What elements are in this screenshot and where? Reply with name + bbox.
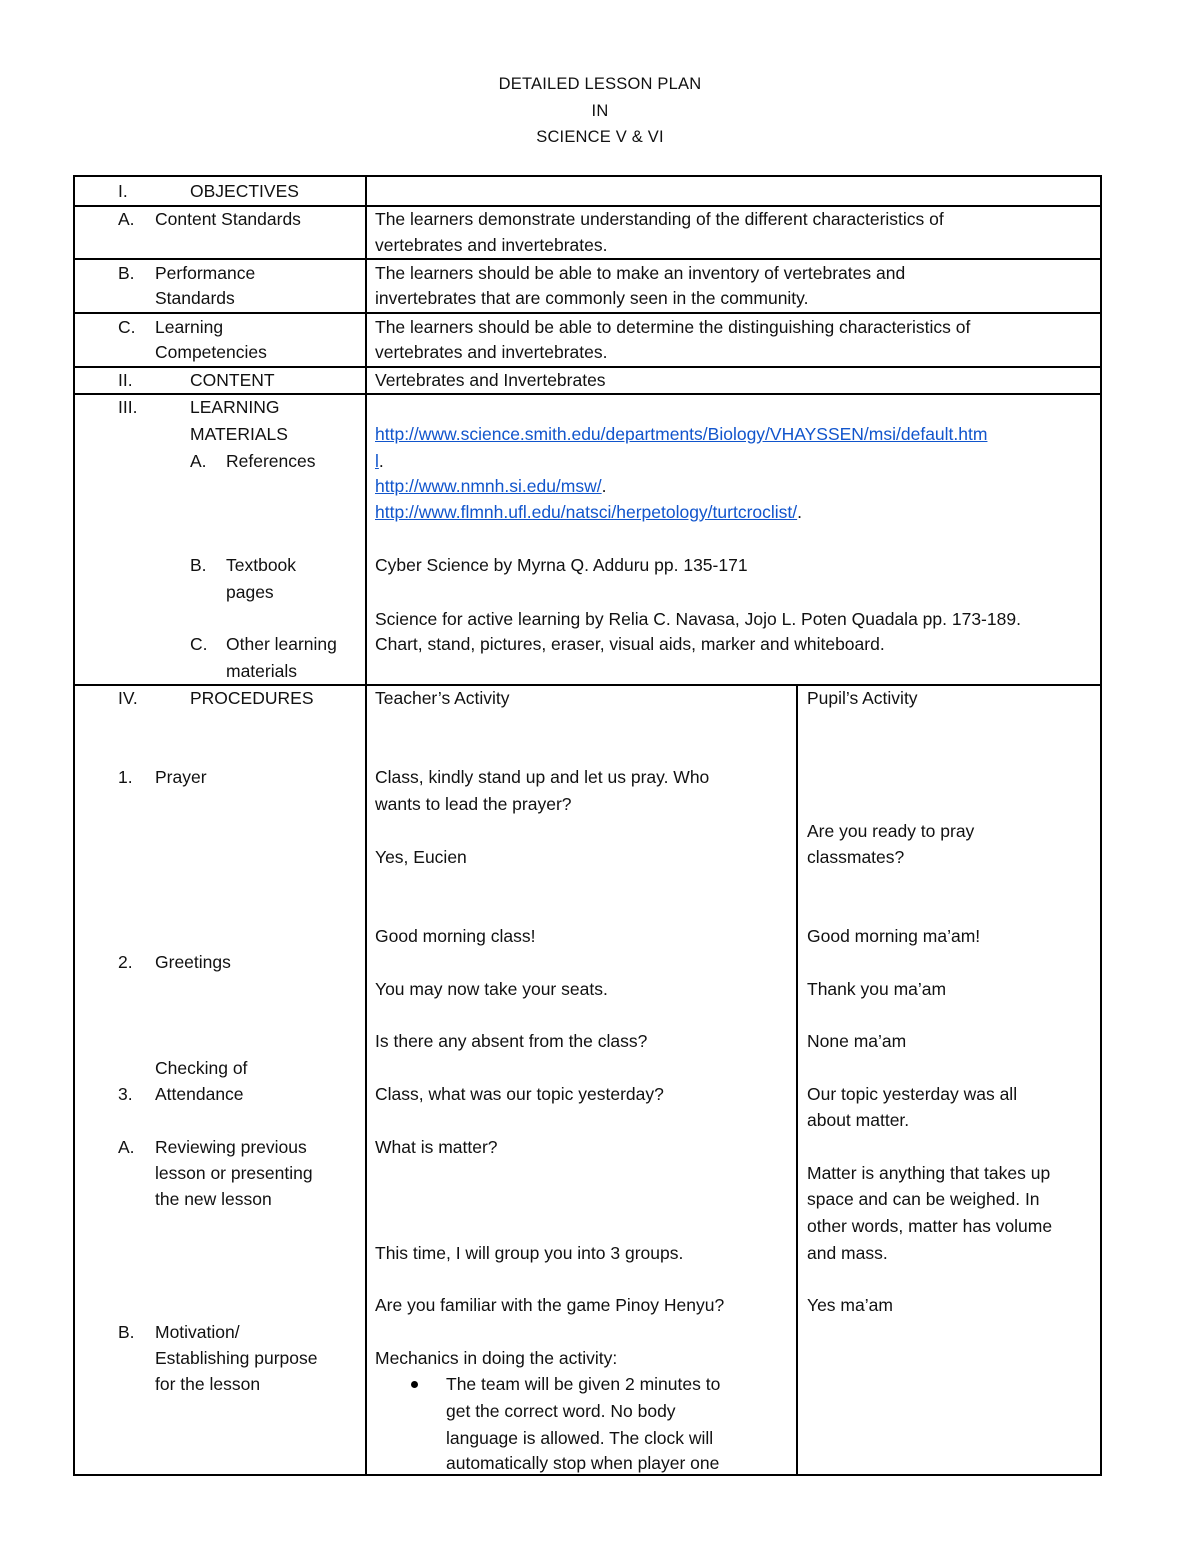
item-text: The learners should be able to make an inventory of vertebrates and: [375, 263, 906, 283]
reference-link-1[interactable]: [375, 421, 987, 447]
item-text: invertebrates that are commonly seen in the community.: [375, 288, 809, 308]
item-text: vertebrates and invertebrates.: [375, 342, 608, 362]
bullet-text: automatically stop when player one: [446, 1453, 720, 1473]
step-label: Attendance: [155, 1084, 244, 1104]
punctuation: .: [797, 502, 803, 522]
step-label: Checking of: [155, 1058, 248, 1078]
reference-link-2[interactable]: [375, 473, 607, 499]
item-label: Learning: [155, 317, 224, 337]
pupil-line: Thank you ma’am: [807, 979, 947, 999]
reference-link-2-text[interactable]: http://www.nmnh.si.edu/msw/: [375, 476, 602, 496]
item-label: Competencies: [155, 342, 267, 362]
teacher-line: Is there any absent from the class?: [375, 1031, 648, 1051]
pupil-line: Matter is anything that takes up: [807, 1163, 1051, 1183]
pupil-line: about matter.: [807, 1110, 910, 1130]
pupil-line: Yes ma’am: [807, 1295, 893, 1315]
column-divider: [796, 684, 798, 1474]
section-number: III.: [118, 397, 138, 417]
reference-link-3-text[interactable]: http://www.flmnh.ufl.edu/natsci/herpetology/turtcroclist/: [375, 502, 798, 522]
content-text: Vertebrates and Invertebrates: [375, 370, 606, 390]
item-number: A.: [118, 209, 135, 229]
item-number: C.: [190, 634, 208, 654]
pupil-activity-header: Pupil’s Activity: [807, 688, 918, 708]
section-number: II.: [118, 370, 133, 390]
section-label: CONTENT: [190, 370, 275, 390]
bullet-icon: [411, 1381, 418, 1388]
step-label: the new lesson: [155, 1189, 272, 1209]
step-label: Reviewing previous: [155, 1137, 307, 1157]
pupil-line: Our topic yesterday was all: [807, 1084, 1018, 1104]
step-number: 3.: [118, 1084, 133, 1104]
item-label: Textbook: [226, 555, 297, 575]
section-label: PROCEDURES: [190, 688, 314, 708]
step-label: Establishing purpose: [155, 1348, 318, 1368]
doc-title: DETAILED LESSON PLAN: [498, 75, 702, 93]
item-label: Other learning: [226, 634, 337, 654]
pupil-line: and mass.: [807, 1243, 888, 1263]
doc-subject: SCIENCE V & VI: [536, 128, 664, 146]
step-number: A.: [118, 1137, 135, 1157]
item-label: Content Standards: [155, 209, 301, 229]
bullet-text: language is allowed. The clock will: [446, 1428, 714, 1448]
item-text: vertebrates and invertebrates.: [375, 235, 608, 255]
section-label: LEARNING: [190, 397, 280, 417]
reference-link-1-text[interactable]: http://www.science.smith.edu/departments/Biology/VHAYSSEN/msi/default.htm: [375, 424, 988, 444]
step-label: for the lesson: [155, 1374, 261, 1394]
step-label: Greetings: [155, 952, 231, 972]
pupil-line: other words, matter has volume: [807, 1216, 1053, 1236]
teacher-line: Mechanics in doing the activity:: [375, 1348, 618, 1368]
item-text: The learners demonstrate understanding of the different characteristics of: [375, 209, 944, 229]
item-number: B.: [118, 263, 135, 283]
step-number: B.: [118, 1322, 135, 1342]
reference-link-1-cont[interactable]: [375, 448, 384, 474]
materials-text: Chart, stand, pictures, eraser, visual aids, marker and whiteboard.: [375, 634, 885, 654]
teacher-line: Class, what was our topic yesterday?: [375, 1084, 664, 1104]
teacher-line: wants to lead the prayer?: [375, 794, 572, 814]
item-text: The learners should be able to determine the distinguishing characteristics of: [375, 317, 971, 337]
pupil-line: Good morning ma’am!: [807, 926, 981, 946]
bullet-text: get the correct word. No body: [446, 1401, 676, 1421]
teacher-line: Class, kindly stand up and let us pray. Who: [375, 767, 710, 787]
item-label: Standards: [155, 288, 235, 308]
teacher-line: Good morning class!: [375, 926, 536, 946]
textbook-ref: Science for active learning by Relia C. Navasa, Jojo L. Poten Quadala pp. 173-189.: [375, 609, 1021, 629]
step-label: lesson or presenting: [155, 1163, 313, 1183]
teacher-line: This time, I will group you into 3 groups.: [375, 1243, 684, 1263]
item-label: Performance: [155, 263, 256, 283]
step-label: Motivation/: [155, 1322, 240, 1342]
teacher-line: Are you familiar with the game Pinoy Henyu?: [375, 1295, 725, 1315]
bullet-text: The team will be given 2 minutes to: [446, 1374, 721, 1394]
teacher-line: Yes, Eucien: [375, 847, 467, 867]
section-number: IV.: [118, 688, 138, 708]
teacher-line: What is matter?: [375, 1137, 498, 1157]
step-number: 2.: [118, 952, 133, 972]
item-label: References: [226, 451, 316, 471]
teacher-line: You may now take your seats.: [375, 979, 608, 999]
reference-link-1-tail[interactable]: l: [375, 451, 379, 471]
pupil-line: None ma’am: [807, 1031, 907, 1051]
item-number: C.: [118, 317, 136, 337]
item-label: materials: [226, 661, 297, 681]
item-label: pages: [226, 582, 274, 602]
item-number: A.: [190, 451, 207, 471]
textbook-ref: Cyber Science by Myrna Q. Adduru pp. 135-171: [375, 555, 748, 575]
doc-title-in: IN: [591, 102, 609, 120]
step-label: Prayer: [155, 767, 207, 787]
reference-link-3[interactable]: [375, 499, 802, 525]
pupil-line: classmates?: [807, 847, 905, 867]
punctuation: .: [378, 451, 384, 471]
step-number: 1.: [118, 767, 133, 787]
teacher-activity-header: Teacher’s Activity: [375, 688, 510, 708]
punctuation: .: [601, 476, 607, 496]
item-number: B.: [190, 555, 207, 575]
pupil-line: space and can be weighed. In: [807, 1189, 1040, 1209]
section-number: I.: [118, 181, 128, 201]
pupil-line: Are you ready to pray: [807, 821, 975, 841]
section-label: OBJECTIVES: [190, 181, 299, 201]
column-divider: [365, 177, 367, 1474]
section-label: MATERIALS: [190, 424, 288, 444]
